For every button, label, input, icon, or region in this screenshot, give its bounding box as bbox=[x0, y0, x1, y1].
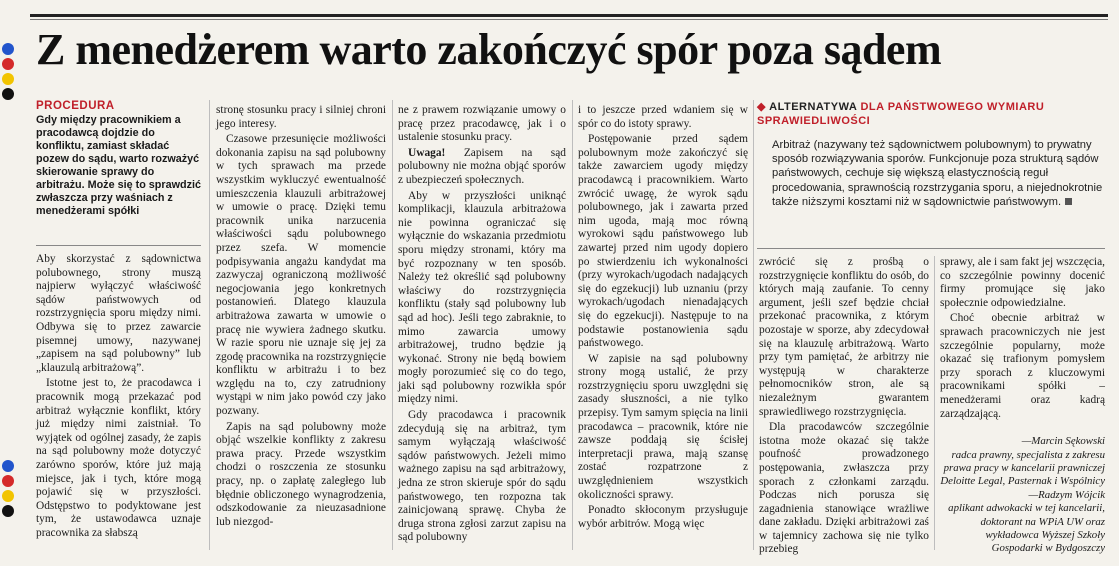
article-column-2 bbox=[216, 104, 386, 531]
column-separator bbox=[572, 100, 573, 550]
paragraph: Choć obecnie arbitraż w sprawach pracowniczych nie jest szczególnie popularny, może okazać się trafionym pomysłem przy sporach z kluczowymi pracownikami spółki – menedżerami oraz kadrą zarządzającą. bbox=[940, 312, 1105, 420]
registration-mark bbox=[2, 460, 14, 472]
registration-mark bbox=[2, 475, 14, 487]
sidebar-text bbox=[757, 138, 1105, 209]
author-signature bbox=[940, 435, 1105, 556]
lead-text: Gdy między pracownikiem a pracodawcą dojdzie do konfliktu, zamiast składać pozew do sądu, warto rozważyć skierowanie sprawy do arbitrażu. Może się to sprawdzić zwłaszcza przy waśniach z menedżerami spółki bbox=[36, 114, 201, 217]
paragraph: Gdy pracodawca i pracownik zdecydują się na arbitraż, tym samym wyłączają właściwość sądów państwowych. Jeżeli mimo ważnego zapisu na sąd arbitrażowy, jedna ze stron skieruje spór do sądu państwowego, ten rozpozna tak zainicjowaną sprawę. Chyba że druga strona zgłosi zarzut zapisu na sąd polubowny bbox=[398, 409, 566, 544]
print-registration-marks bbox=[0, 40, 16, 517]
paragraph: Zapis na sąd polubowny może objąć wszelkie konflikty z zakresu prawa pracy. Przede wszystkim chodzi o roszczenia ze stosunku pracy, np. o zapłatę zaległego lub błędnie obliczonego wynagrodzenia, odszkodowanie za nieuzasadnione lub niezgod- bbox=[216, 420, 386, 528]
lead-divider bbox=[36, 245, 201, 246]
registration-mark bbox=[2, 73, 14, 85]
paragraph: Ponadto skłoconym przysługuje wybór arbitrów. Mogą więc bbox=[578, 504, 748, 530]
end-mark-icon bbox=[1065, 198, 1072, 205]
registration-mark bbox=[2, 490, 14, 502]
article-column-1 bbox=[36, 253, 201, 542]
warning-text: Zapisem na sąd polubowny nie można objąć sporów z ubezpieczeń społecznych. bbox=[398, 146, 566, 186]
registration-mark bbox=[2, 505, 14, 517]
column-separator bbox=[934, 256, 935, 550]
sidebar-text-body: Arbitraż (nazywany też sądownictwem polubownym) to prywatny sposób rozwiązywania sporów. Funkcjonuje poza strukturą sądów państwowych, cechuje się większą elastycznością reguł procedowania, sprawnością rozstrzygania sporu, a niejednokrotnie także niższymi kosztami niż w sądownictwie państwowym. bbox=[772, 139, 1103, 208]
paragraph: i to jeszcze przed wdaniem się w spór co do istoty sprawy. bbox=[578, 104, 748, 130]
column-separator bbox=[753, 100, 754, 550]
column-separator bbox=[392, 100, 393, 550]
author-affiliation: radca prawny, specjalista z zakresu prawa pracy w kancelarii prawniczej Deloitte Legal, Pasternak i Wspólnicy bbox=[940, 448, 1105, 488]
paragraph: Istotne jest to, że pracodawca i pracownik mogą przekazać pod arbitraż wyłącznie konflikt, który już między nimi zaistniał. To wyjątek od ogólnej zasady, że zapis na sąd polubowny może dotyczyć zarówno sporów, które już mają miejsce, jak i tych, które mogą pojawić się w przyszłości. Odstępstwo to podyktowane jest tym, że ustawodawca uznaje pracownika za słabszą bbox=[36, 377, 201, 539]
sidebar-divider bbox=[757, 248, 1105, 249]
author-name: —Marcin Sękowski bbox=[1021, 435, 1105, 448]
paragraph: stronę stosunku pracy i silniej chroni jego interesy. bbox=[216, 104, 386, 130]
top-rule bbox=[30, 14, 1108, 17]
paragraph: ne z prawem rozwiązanie umowy o pracę przez pracodawcę, jak i o ustalenie stosunku pracy. bbox=[398, 104, 566, 144]
paragraph: W zapisie na sąd polubowny strony mogą ustalić, że przy rozstrzygnięciu sporu uwzględni się zasady słuszności, a nie tylko przepisy. Tym samym spięcia na linii pracodawca – pracownik, które nie zawsze poddają się ścisłej interpretacji prawa, mają szansę zostać rozpatrzone z uwzględnieniem wszystkich okoliczności sprawy. bbox=[578, 352, 748, 501]
headline: Z menedżerem warto zakończyć spór poza sądem bbox=[36, 25, 942, 74]
top-rule-thin bbox=[30, 19, 1108, 20]
author-affiliation: aplikant adwokacki w tej kancelarii, doktorant na WPiA UW oraz wykładowca Wyższej Szkoły Gospodarki w Bydgoszczy bbox=[948, 502, 1105, 555]
paragraph: Dla pracodawców szczególnie istotna może okazać się także poufność prowadzonego postępowania, zwłaszcza przy sporach z członkami zarządu. Podczas nich porusza się zagadnienia stanowiące wrażliwe dane zakładu. Dzięki arbitrażowi zaś w tajemnicy zachowa się nie tylko przebieg bbox=[759, 421, 929, 556]
paragraph: zwrócić się z prośbą o rozstrzygnięcie konfliktu do osób, do których mają zaufanie. To cenny argument, jeśli szef będzie chciał przekonać pracownika, z którym pozostaje w sporze, aby zdecydował się na klauzulę arbitrażową. Warto przy tym pamiętać, że arbitrzy nie występują w charakterze pełnomocników stron, ale są niezależnym gwarantem sprawiedliwego rozstrzygnięcia. bbox=[759, 256, 929, 418]
article-column-4 bbox=[578, 104, 748, 533]
article-column-6 bbox=[940, 256, 1105, 556]
paragraph: sprawy, ale i sam fakt jej wszczęcia, co szczególnie powinny docenić firmy promujące się jako społecznie odpowiedzialne. bbox=[940, 256, 1105, 309]
lead-label: PROCEDURA bbox=[36, 100, 115, 112]
paragraph: Aby w przyszłości uniknąć komplikacji, klauzula arbitrażowa nie powinna ograniczać się wyłącznie do wskazania przedmiotu sporu między stronami, który ma być rozpoznany w ten sposób. Należy też określić sąd polubowny właściwy do rozstrzygnięcia konfliktu (stały sąd polubowny lub sąd ad hoc). Jeśli tego zabraknie, to mimo zawarcia umowy arbitrażowej, trudno będzie ją wykonać. Strony nie będą bowiem mogły porozumieć się co do tego, jaki sąd polubowny rozwikła spór między nimi. bbox=[398, 189, 566, 406]
sidebar-heading bbox=[757, 100, 1105, 128]
paragraph: Aby skorzystać z sądownictwa polubownego, strony muszą najpierw wyłączyć właściwość sądów państwowych od rozstrzygnięcia sporu między nimi. Odbywa się to przez zawarcie pisemnej umowy, nazywanej „zapisem na sąd polubowny” lub „klauzulą arbitrażową”. bbox=[36, 253, 201, 374]
registration-mark bbox=[2, 58, 14, 70]
paragraph: Postępowanie przed sądem polubownym może zakończyć się także zawarciem ugody między pracodawcą i pracownikiem. Warto zwrócić uwagę, że wyrok sądu polubownego, jak i zawarta przed nim ugoda, mają moc równą wyrokowi sądu państwowego lub zawartej przed nim ugody dopiero po stwierdzeniu ich wykonalności (przy wyrokach/ugodach nadających się do egzekucji) lub uznaniu (przy wyrokach/ugodach nienadających się do egzekucji). Następuje to na podstawie postanowienia sądu państwowego. bbox=[578, 133, 748, 350]
sidebar-accent: DLA PAŃSTWOWEGO WYMIARU SPRAWIEDLIWOŚCI bbox=[757, 101, 1045, 127]
warning-emphasis: Uwaga! bbox=[408, 146, 446, 159]
sidebar-box bbox=[757, 100, 1105, 209]
lead-box bbox=[36, 100, 201, 218]
article-column-3 bbox=[398, 104, 566, 547]
registration-mark bbox=[2, 88, 14, 100]
warning-paragraph bbox=[398, 147, 566, 188]
column-separator bbox=[209, 100, 210, 550]
author-name: —Radzym Wójcik bbox=[1028, 488, 1105, 501]
diamond-icon: ◆ bbox=[757, 101, 766, 113]
article-column-5 bbox=[759, 256, 929, 559]
sidebar-label: ALTERNATYWA bbox=[769, 101, 857, 113]
registration-mark bbox=[2, 43, 14, 55]
paragraph: Czasowe przesunięcie możliwości dokonania zapisu na sąd polubowny w tych sprawach ma przede wszystkim wykluczyć ewentualność umieszczenia klauzuli arbitrażowej w umowie o pracę. Dzięki temu pracownik unika narzucenia właściwości sądu polubownego przez szefa. W momencie podpisywania angażu kandydat ma zazwyczaj ograniczoną możliwość negocjowania jego konkretnych postanowień. Dlatego klauzula arbitrażowa zawarta w umowie o pracę nie wywiera żadnego skutku. W razie sporu nie uznaje się jej za zgodę pracownika na rozstrzygnięcie konfliktu w arbitrażu i to bez względu na to, czy zatrudniony wystąpi w nim jako powód czy jako pozwany. bbox=[216, 133, 386, 418]
